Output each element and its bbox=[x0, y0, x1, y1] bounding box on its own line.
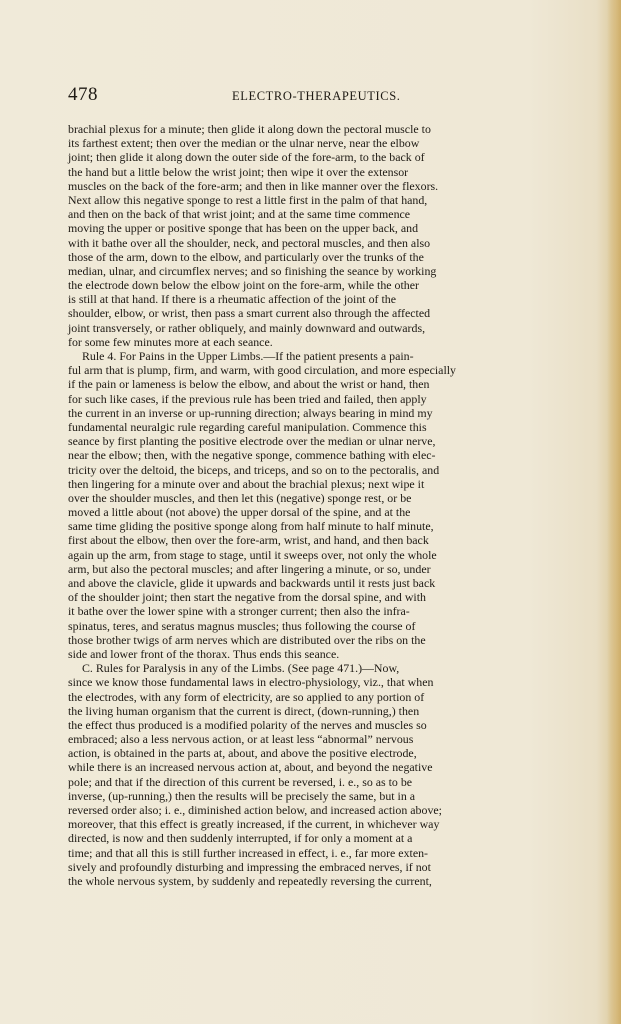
text-line: muscles on the back of the fore-arm; and then in like manner over the flexors. bbox=[68, 178, 439, 193]
text-line: time; and that all this is still further increased in effect, i. e., far more exten- bbox=[68, 845, 429, 860]
text-line: fundamental neuralgic rule regarding careful manipulation. Commence this bbox=[68, 419, 427, 434]
text-line: joint; then glide it along down the outer side of the fore-arm, to the back of bbox=[68, 150, 425, 165]
text-line: action, is obtained in the parts at, about, and above the positive electrode, bbox=[68, 746, 417, 761]
text-line: shoulder, elbow, or wrist, then pass a smart current also through the affected bbox=[68, 306, 431, 321]
text-line: for such like cases, if the previous rule has been tried and failed, then apply bbox=[68, 391, 427, 406]
text-line: ful arm that is plump, firm, and warm, with good circulation, and more especially bbox=[68, 363, 456, 378]
page-edge-shading bbox=[607, 0, 621, 1024]
page-number: 478 bbox=[68, 84, 98, 105]
text-line: while there is an increased nervous action at, about, and beyond the negative bbox=[68, 760, 433, 775]
text-line: Next allow this negative sponge to rest a little first in the palm of that hand, bbox=[68, 192, 428, 207]
text-line: and then on the back of that wrist joint; and at the same time commence bbox=[68, 207, 411, 222]
text-line: brachial plexus for a minute; then glide it along down the pectoral muscle to bbox=[68, 122, 431, 136]
text-line: same time gliding the positive sponge along from half minute to half minute, bbox=[68, 519, 434, 534]
text-line: is still at that hand. If there is a rheumatic affection of the joint of the bbox=[68, 292, 396, 307]
text-line: spinatus, teres, and seratus magnus muscles; thus following the course of bbox=[68, 618, 416, 633]
text-line: median, ulnar, and circumflex nerves; and so finishing the seance by working bbox=[68, 263, 437, 278]
text-line: those brother twigs of arm nerves which are distributed over the ribs on the bbox=[68, 632, 426, 647]
body-text bbox=[68, 122, 562, 888]
text-line: its farthest extent; then over the median or the ulnar nerve, near the elbow bbox=[68, 136, 420, 151]
text-line: directed, is now and then suddenly interrupted, if for only a moment at a bbox=[68, 831, 413, 846]
text-line: since we know those fundamental laws in electro-physiology, viz., that when bbox=[68, 675, 434, 690]
text-line: pole; and that if the direction of this current be reversed, i. e., so as to be bbox=[68, 774, 413, 789]
text-line: those of the arm, down to the elbow, and particularly over the trunks of the bbox=[68, 249, 424, 264]
running-title: ELECTRO-THERAPEUTICS. bbox=[232, 89, 401, 103]
page-header bbox=[68, 84, 562, 108]
text-line: the hand but a little below the wrist joint; then wipe it over the extensor bbox=[68, 164, 409, 179]
text-line: the electrode down below the elbow joint on the fore-arm, while the other bbox=[68, 278, 419, 293]
text-line: the living human organism that the current is direct, (down-running,) then bbox=[68, 703, 420, 718]
text-line: arm, but also the pectoral muscles; and after lingering a minute, or so, under bbox=[68, 561, 431, 576]
text-line: near the elbow; then, with the negative sponge, commence bathing with elec- bbox=[68, 448, 436, 463]
text-line: the effect thus produced is a modified polarity of the nerves and muscles so bbox=[68, 717, 427, 732]
text-line: of the shoulder joint; then start the negative from the dorsal spine, and with bbox=[68, 590, 426, 605]
text-line: the current in an inverse or up-running direction; always bearing in mind my bbox=[68, 405, 433, 420]
text-line: and above the clavicle, glide it upwards and backwards until it rests just back bbox=[68, 576, 436, 590]
text-line: embraced; also a less nervous action, or at least less “abnormal” nervous bbox=[68, 732, 414, 747]
text-line: seance by first planting the positive electrode over the median or ulnar nerve, bbox=[68, 434, 436, 449]
text-line: if the pain or lameness is below the elbow, and about the wrist or hand, then bbox=[68, 377, 430, 392]
text-line: over the shoulder muscles, and then let this (negative) sponge rest, or be bbox=[68, 490, 412, 505]
text-line: tricity over the deltoid, the biceps, and triceps, and so on to the pectoralis, and bbox=[68, 462, 440, 477]
text-line: it bathe over the lower spine with a stronger current; then also the infra- bbox=[68, 604, 410, 619]
text-line: sively and profoundly disturbing and impressing the embraced nerves, if not bbox=[68, 859, 431, 874]
text-line: reversed order also; i. e., diminished action below, and increased action above; bbox=[68, 803, 442, 817]
text-line: again up the arm, from stage to stage, until it sweeps over, not only the whole bbox=[68, 547, 437, 562]
text-line: moving the upper or positive sponge that has been on the upper back, and bbox=[68, 221, 419, 236]
section-c-heading-line: C. Rules for Paralysis in any of the Limbs. (See page 471.)—Now, bbox=[82, 661, 400, 676]
text-line: side and lower front of the thorax. Thus ends this seance. bbox=[68, 646, 340, 661]
text-line: the electrodes, with any form of electricity, are so applied to any portion of bbox=[68, 689, 425, 704]
text-line: moved a little about (not above) the upper dorsal of the spine, and at the bbox=[68, 505, 411, 520]
text-line: for some few minutes more at each seance. bbox=[68, 334, 273, 349]
rule-4-heading-line: Rule 4. For Pains in the Upper Limbs.—If the patient presents a pain- bbox=[82, 349, 414, 363]
text-line: then lingering for a minute over and about the brachial plexus; next wipe it bbox=[68, 476, 425, 491]
text-line: first about the elbow, then over the fore-arm, wrist, and hand, and then back bbox=[68, 533, 429, 548]
text-line: with it bathe over all the shoulder, neck, and pectoral muscles, and then also bbox=[68, 235, 431, 250]
text-line: the whole nervous system, by suddenly and repeatedly reversing the current, bbox=[68, 873, 432, 888]
text-line: joint transversely, or rather obliquely, and mainly downward and outwards, bbox=[68, 320, 426, 335]
text-line: inverse, (up-running,) then the results will be precisely the same, but in a bbox=[68, 788, 416, 803]
text-line: moreover, that this effect is greatly increased, if the current, in whichever way bbox=[68, 817, 440, 832]
